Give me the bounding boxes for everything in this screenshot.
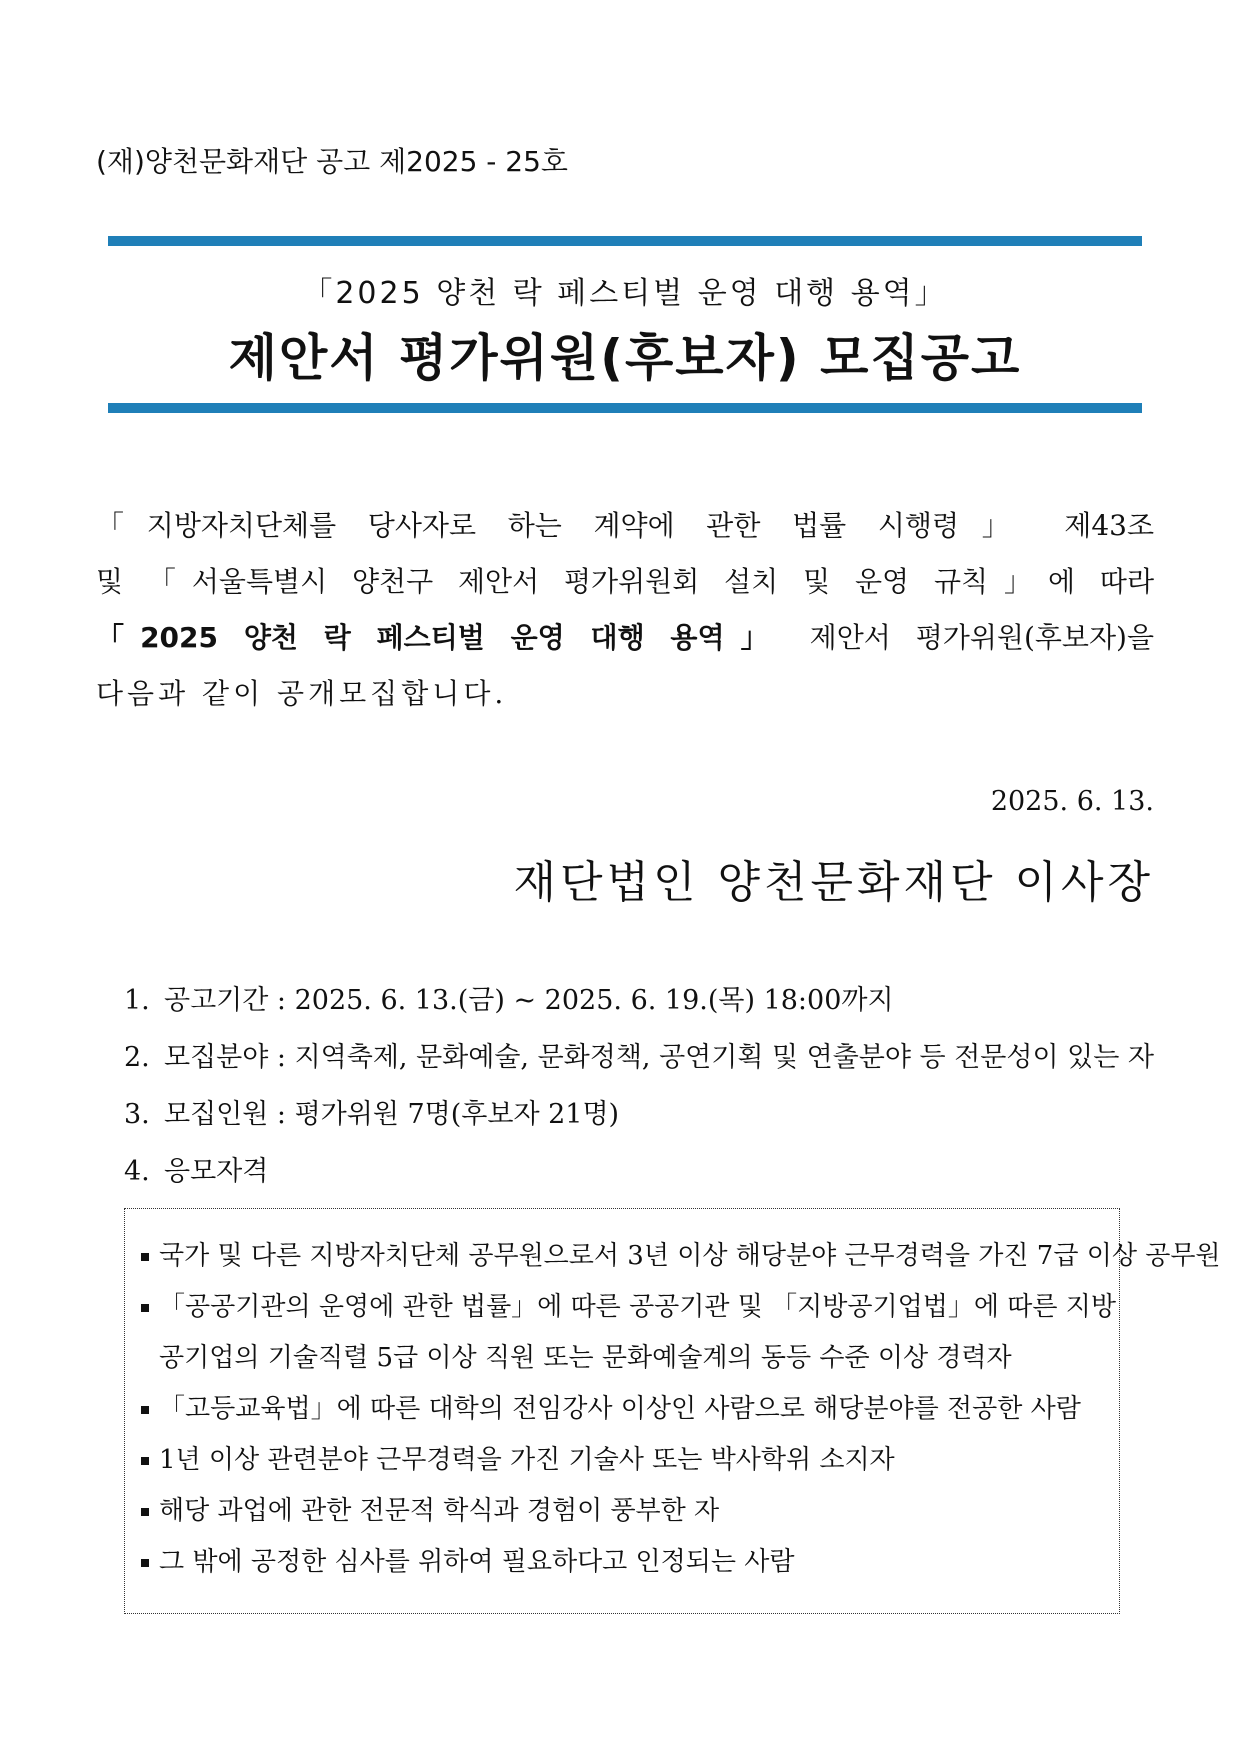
info-item-number: 3.: [124, 1099, 150, 1130]
info-item-number: 2.: [124, 1042, 150, 1073]
intro-line-1: 「지방자치단체를 당사자로 하는 계약에 관한 법률 시행령」 제43조: [96, 509, 1154, 542]
info-item-number: 1.: [124, 985, 150, 1016]
title-rule-bottom: [108, 403, 1142, 413]
issuer-signature: 재단법인 양천문화재단 이사장: [513, 857, 1154, 908]
intro-line-3: [96, 610, 1154, 666]
info-item-headcount: [124, 1086, 1164, 1143]
notice-number: (재)양천문화재단 공고 제2025 - 25호: [96, 145, 568, 178]
info-item-text: 응모자격: [164, 1156, 269, 1187]
notice-date: 2025. 6. 13.: [990, 786, 1154, 817]
eligibility-text-continued: 공기업의 기술직렬 5급 이상 직원 또는 문화예술계의 동등 수준 이상 경력자: [159, 1343, 1012, 1373]
square-bullet-icon: [141, 1406, 149, 1414]
info-item-field: [124, 1029, 1164, 1086]
info-list: [124, 972, 1164, 1200]
square-bullet-icon: [141, 1457, 149, 1465]
eligibility-box: [124, 1208, 1221, 1614]
eligibility-item: [135, 1384, 1109, 1435]
eligibility-item: [135, 1282, 1116, 1384]
eligibility-text: 해당 과업에 관한 전문적 학식과 경험이 풍부한 자: [159, 1496, 720, 1526]
square-bullet-icon: [141, 1508, 149, 1516]
eligibility-item: [135, 1435, 1109, 1486]
info-item-number: 4.: [124, 1156, 150, 1187]
eligibility-text: 그 밖에 공정한 심사를 위하여 필요하다고 인정되는 사람: [159, 1547, 795, 1577]
eligibility-item: [135, 1231, 1221, 1282]
info-item-text: 모집분야 : 지역축제, 문화예술, 문화정책, 공연기획 및 연출분야 등 전문성이 있는 자: [164, 1042, 1154, 1073]
title-rule-top: [108, 236, 1142, 246]
intro-paragraph: [96, 498, 1154, 722]
intro-line-2: 및 「서울특별시 양천구 제안서 평가위원회 설치 및 운영 규칙」에 따라: [96, 565, 1154, 598]
project-subtitle: 「2025 양천 락 페스티벌 운영 대행 용역」: [302, 276, 948, 311]
square-bullet-icon: [141, 1304, 149, 1312]
eligibility-item: [135, 1486, 1109, 1537]
eligibility-text: 국가 및 다른 지방자치단체 공무원으로서 3년 이상 해당분야 근무경력을 가진 7급 이상 공무원: [159, 1241, 1221, 1271]
info-item-text: 공고기간 : 2025. 6. 13.(금) ~ 2025. 6. 19.(목) 18:00까지: [164, 985, 894, 1016]
square-bullet-icon: [141, 1253, 149, 1261]
info-item-eligibility: [124, 1143, 1164, 1200]
eligibility-text: 1년 이상 관련분야 근무경력을 가진 기술사 또는 박사학위 소지자: [159, 1445, 895, 1475]
eligibility-item: [135, 1537, 1109, 1588]
intro-project-name: 「2025 양천 락 페스티벌 운영 대행 용역」: [96, 621, 785, 654]
eligibility-text: 「공공기관의 운영에 관한 법률」에 따른 공공기관 및 「지방공기업법」에 따른 지방: [159, 1292, 1116, 1322]
info-item-text: 모집인원 : 평가위원 7명(후보자 21명): [164, 1099, 620, 1130]
intro-line-3-rest: 제안서 평가위원(후보자)을: [784, 621, 1154, 654]
eligibility-text: 「고등교육법」에 따른 대학의 전임강사 이상인 사람으로 해당분야를 전공한 사람: [159, 1394, 1081, 1424]
intro-line-4: 다음과 같이 공개모집합니다.: [96, 677, 508, 710]
square-bullet-icon: [141, 1559, 149, 1567]
page-title: 제안서 평가위원(후보자) 모집공고: [228, 329, 1022, 387]
info-item-period: [124, 972, 1164, 1029]
